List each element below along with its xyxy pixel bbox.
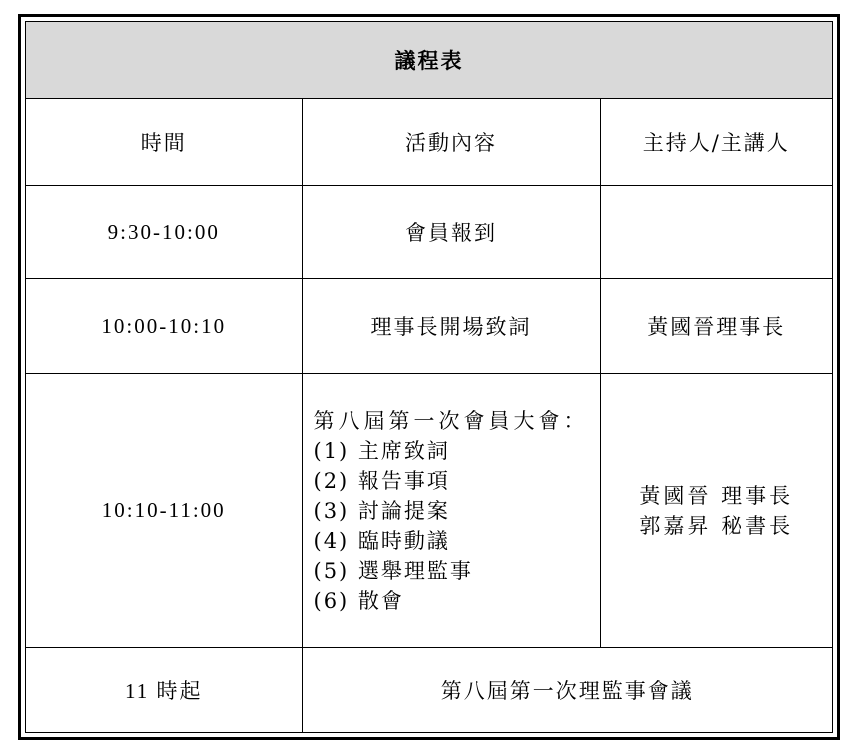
host-name: 郭嘉昇 秘書長 [639, 513, 794, 538]
table-row [26, 374, 832, 647]
time-cell: 11 時起 [26, 647, 302, 732]
agenda-title: 議程表 [26, 22, 832, 99]
table-row [26, 647, 832, 732]
activity-cell: 第八屆第一次理監事會議 [302, 647, 832, 732]
agenda-item: (5) 選舉理監事 [313, 558, 473, 583]
host-cell: 黃國晉理事長 [600, 279, 832, 374]
header-time: 時間 [26, 99, 302, 186]
table-row [26, 279, 832, 374]
agenda-item: (4) 臨時動議 [313, 528, 450, 553]
agenda-item: (6) 散會 [313, 588, 404, 613]
agenda-inner-border [25, 21, 833, 733]
agenda-list [314, 406, 589, 616]
agenda-item: (2) 報告事項 [313, 468, 450, 493]
host-cell [600, 374, 832, 647]
agenda-intro: 第八屆第一次會員大會： [313, 408, 589, 433]
header-activity: 活動內容 [302, 99, 600, 186]
time-cell: 9:30-10:00 [26, 186, 302, 279]
agenda-item: (1) 主席致詞 [313, 438, 450, 463]
agenda-frame [18, 14, 840, 740]
table-row [26, 186, 832, 279]
host-cell [600, 186, 832, 279]
time-cell: 10:10-11:00 [26, 374, 302, 647]
table-header-row [26, 99, 832, 186]
activity-cell: 理事長開場致詞 [302, 279, 600, 374]
host-name: 黃國晉 理事長 [639, 483, 794, 508]
activity-cell: 會員報到 [302, 186, 600, 279]
agenda-table [26, 22, 832, 732]
time-cell: 10:00-10:10 [26, 279, 302, 374]
activity-cell [302, 374, 600, 647]
header-host: 主持人/主講人 [600, 99, 832, 186]
agenda-item: (3) 討論提案 [313, 498, 450, 523]
